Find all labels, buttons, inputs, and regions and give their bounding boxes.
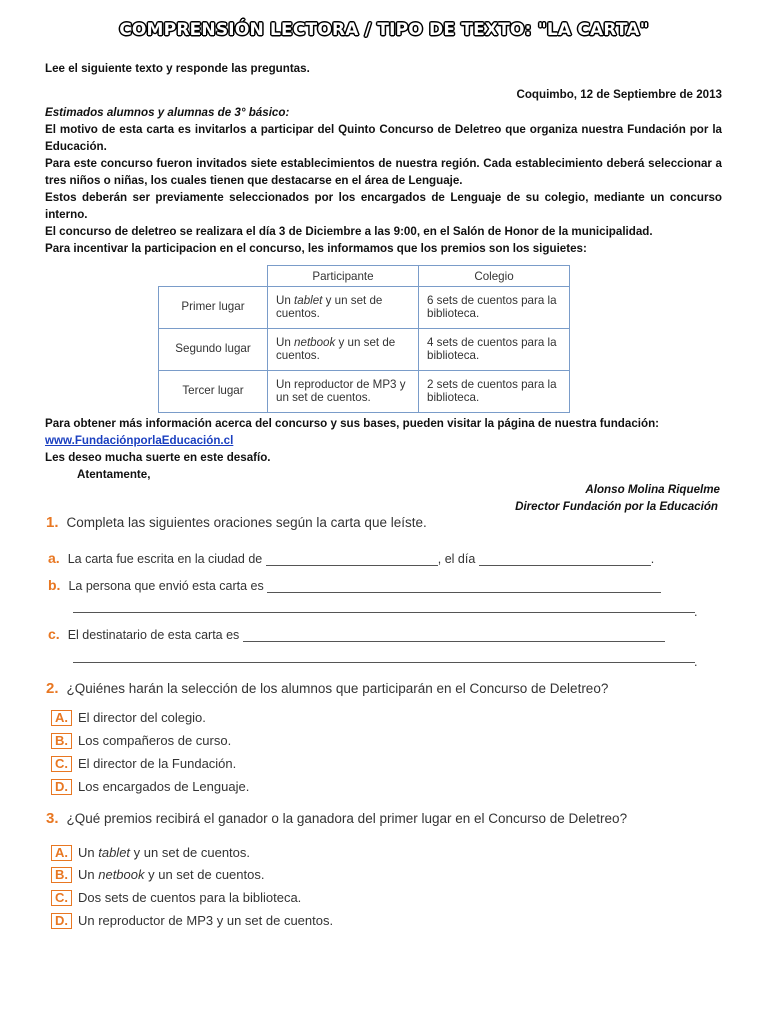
option-text: Dos sets de cuentos para la biblioteca. xyxy=(78,890,302,905)
cell-text: y un set de cuentos. xyxy=(276,336,396,362)
option-text: y un set de cuentos. xyxy=(130,845,251,860)
cell-text-italic: netbook xyxy=(294,336,336,349)
cell-text-italic: tablet xyxy=(294,294,323,307)
letter-body xyxy=(45,104,722,257)
table-cell: 2 sets de cuentos para la biblioteca. xyxy=(419,371,570,413)
option-text: El director del colegio. xyxy=(78,710,206,725)
answer-line-day[interactable] xyxy=(479,564,651,566)
q1-item-b xyxy=(48,577,661,593)
cell-text: Un xyxy=(276,336,295,349)
question-text: ¿Qué premios recibirá el ganador o la ganadora del primer lugar en el Concurso de Deletreo? xyxy=(66,811,628,826)
q3-option-d[interactable] xyxy=(51,913,333,929)
answer-line-recipient[interactable] xyxy=(243,640,665,642)
option-text: Los compañeros de curso. xyxy=(78,733,232,748)
letter-paragraph: El motivo de esta carta es invitarlos a participar del Quinto Concurso de Deletreo que organiza nuestra Fundación por la Educación. xyxy=(45,123,722,153)
q2-option-d[interactable] xyxy=(51,779,249,795)
q3-option-a[interactable] xyxy=(51,845,250,861)
table-row xyxy=(159,371,570,413)
link-line xyxy=(45,432,722,449)
cell-text: y un set de cuentos. xyxy=(276,294,383,320)
q3-option-c[interactable] xyxy=(51,890,301,906)
option-text-italic: tablet xyxy=(98,845,131,860)
table-cell: Un reproductor de MP3 y un set de cuentos. xyxy=(268,371,419,413)
option-letter: C. xyxy=(51,756,72,772)
option-text: El director de la Fundación. xyxy=(78,756,237,771)
table-row xyxy=(159,287,570,329)
q2-option-a[interactable] xyxy=(51,710,206,726)
option-text: Un reproductor de MP3 y un set de cuentos. xyxy=(78,913,334,928)
item-label: b. xyxy=(48,577,61,593)
item-text: La carta fue escrita en la ciudad de xyxy=(67,552,263,566)
question-text: Completa las siguientes oraciones según la carta que leíste. xyxy=(66,515,427,530)
instruction: Lee el siguiente texto y responde las preguntas. xyxy=(45,62,310,75)
item-text: , el día xyxy=(437,552,476,566)
prizes-table xyxy=(158,265,570,413)
q2-option-b[interactable] xyxy=(51,733,231,749)
answer-line-sender-2[interactable] xyxy=(73,612,695,613)
question-text: ¿Quiénes harán la selección de los alumnos que participarán en el Concurso de Deletreo? xyxy=(66,681,609,696)
table-cell xyxy=(268,287,419,329)
signer-role: Director Fundación por la Educación xyxy=(515,500,718,513)
table-cell: 6 sets de cuentos para la biblioteca. xyxy=(419,287,570,329)
item-text: La persona que envió esta carta es xyxy=(68,579,264,593)
option-letter: B. xyxy=(51,867,72,883)
letter-greeting: Estimados alumnos y alumnas de 3° básico: xyxy=(45,106,290,119)
item-text: . xyxy=(650,552,655,566)
question-number: 2. xyxy=(46,680,59,697)
q3-option-b[interactable] xyxy=(51,867,264,883)
foundation-link[interactable]: www.FundaciónporlaEducación.cl xyxy=(45,434,234,447)
item-text: El destinatario de esta carta es xyxy=(67,628,240,642)
question-3 xyxy=(46,810,627,827)
option-text-italic: netbook xyxy=(98,867,145,882)
table-header-row xyxy=(159,266,570,287)
q2-option-c[interactable] xyxy=(51,756,236,772)
option-text: Los encargados de Lenguaje. xyxy=(78,779,250,794)
line-end-dot: . xyxy=(694,605,698,619)
row-header: Primer lugar xyxy=(159,287,268,329)
q1-item-a xyxy=(48,550,654,566)
item-label: a. xyxy=(48,550,60,566)
letter-paragraph: El concurso de deletreo se realizara el día 3 de Diciembre a las 9:00, en el Salón de Honor de la municipalidad. xyxy=(45,225,653,238)
item-label: c. xyxy=(48,626,60,642)
option-letter: D. xyxy=(51,913,72,929)
table-corner xyxy=(159,266,268,287)
page-title: COMPRENSIÓN LECTORA / TIPO DE TEXTO: "LA CARTA" xyxy=(119,20,649,40)
column-header: Colegio xyxy=(419,266,570,287)
answer-line-recipient-2[interactable] xyxy=(73,662,695,663)
option-text: y un set de cuentos. xyxy=(144,867,265,882)
option-letter: A. xyxy=(51,845,72,861)
answer-line-sender[interactable] xyxy=(267,591,661,593)
option-letter: A. xyxy=(51,710,72,726)
letter-paragraph: Estos deberán ser previamente seleccionados por los encargados de Lenguaje de su colegio, mediante un concurso interno. xyxy=(45,191,722,221)
row-header: Tercer lugar xyxy=(159,371,268,413)
closing-text: Atentamente, xyxy=(77,468,151,481)
option-letter: B. xyxy=(51,733,72,749)
line-end-dot: . xyxy=(694,655,698,669)
question-number: 3. xyxy=(46,810,59,827)
signer-name: Alonso Molina Riquelme xyxy=(585,483,720,496)
table-cell xyxy=(268,329,419,371)
answer-line-city[interactable] xyxy=(266,564,438,566)
letter-paragraph: Para incentivar la participacion en el concurso, les informamos que los premios son los siguietes: xyxy=(45,242,587,255)
option-letter: C. xyxy=(51,890,72,906)
more-info-text: Para obtener más información acerca del concurso y sus bases, pueden visitar la página de nuestra fundación: xyxy=(45,417,660,430)
cell-text: Un xyxy=(276,294,295,307)
letter-paragraph: Para este concurso fueron invitados siete establecimientos de nuestra región. Cada establecimiento deberá seleccionar a tres niños o niñas, los cuales tienen que destacarse en el área de Lenguaje. xyxy=(45,157,722,187)
luck-text: Les deseo mucha suerte en este desafío. xyxy=(45,451,271,464)
option-text: Un xyxy=(78,845,99,860)
q1-item-c xyxy=(48,626,665,642)
column-header: Participante xyxy=(268,266,419,287)
table-cell: 4 sets de cuentos para la biblioteca. xyxy=(419,329,570,371)
row-header: Segundo lugar xyxy=(159,329,268,371)
question-1 xyxy=(46,514,427,531)
table-row xyxy=(159,329,570,371)
question-2 xyxy=(46,680,608,697)
question-number: 1. xyxy=(46,514,59,531)
option-letter: D. xyxy=(51,779,72,795)
letter-date: Coquimbo, 12 de Septiembre de 2013 xyxy=(516,88,722,101)
option-text: Un xyxy=(78,867,99,882)
